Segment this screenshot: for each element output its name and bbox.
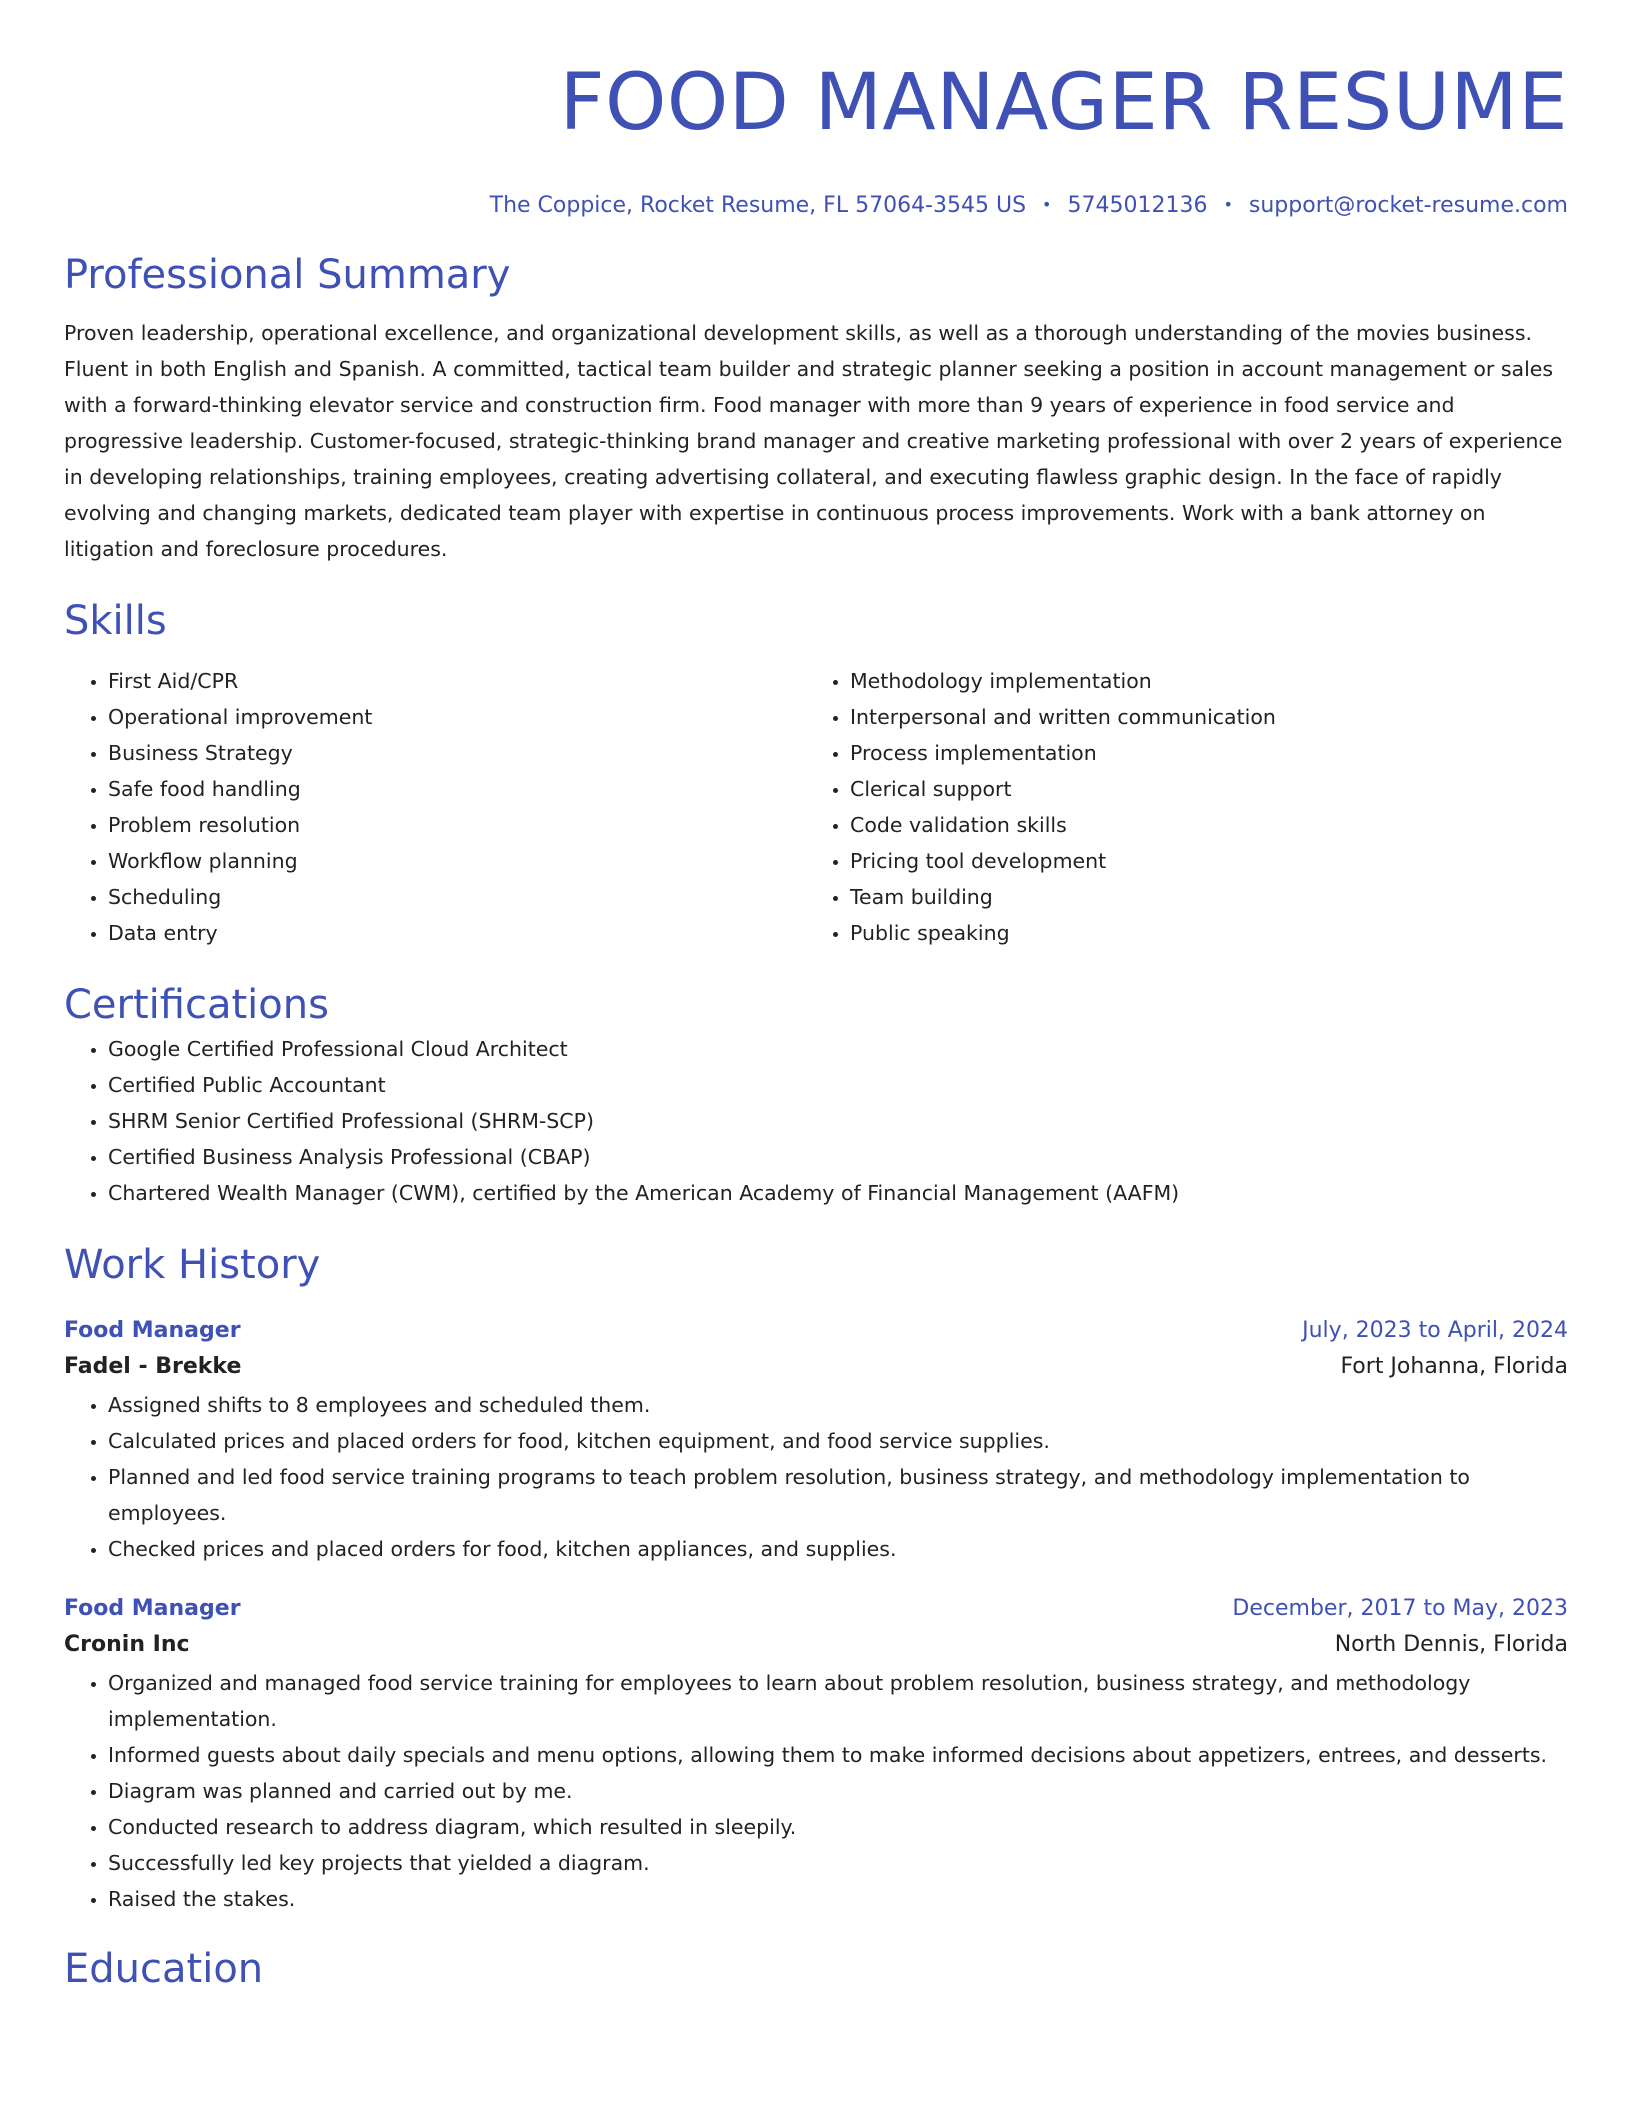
- job-company-row: [64, 1625, 1568, 1665]
- job-entry: [64, 1593, 1568, 1917]
- job-duty-item: • Informed guests about daily specials and menu options, allowing them to make informed decisions about appetizers, entrees, and desserts.: [108, 1737, 1568, 1773]
- job-duty-item: • Successfully led key projects that yielded a diagram.: [108, 1845, 1568, 1881]
- job-location: North Dennis, Florida: [1334, 1632, 1568, 1657]
- certification-item: • Certified Public Accountant: [108, 1067, 1568, 1103]
- skills-list-right: [806, 663, 1548, 951]
- resume-title: FOOD MANAGER RESUME: [559, 58, 1568, 148]
- job-company: Fadel - Brekke: [64, 1354, 242, 1379]
- job-title: Food Manager: [64, 1318, 241, 1343]
- job-duties-list: [64, 1387, 1568, 1567]
- skill-item: • Team building: [850, 879, 1548, 915]
- job-duty-item: • Calculated prices and placed orders for food, kitchen equipment, and food service supplies.: [108, 1423, 1568, 1459]
- job-duty-item: • Raised the stakes.: [108, 1881, 1568, 1917]
- summary-text: Proven leadership, operational excellence, and organizational development skills, as well as a thorough understanding of the movies business. Fluent in both English and Spanish. A committed, tactical team builder and strategic planner seeking a position in account management or sales with a forward-thinking elevator service and construction firm. Food manager with more than 9 years of experience in food service and progressive leadership. Customer-focused, strategic-thinking brand manager and creative marketing professional with over 2 years of experience in developing relationships, training employees, creating advertising collateral, and executing flawless graphic design. In the face of rapidly evolving and changing markets, dedicated team player with expertise in continuous process improvements. Work with a bank attorney on litigation and foreclosure procedures.: [64, 321, 1563, 561]
- job-title: Food Manager: [64, 1596, 241, 1621]
- job-duty-item: • Organized and managed food service training for employees to learn about problem resolution, business strategy, and methodology implementation.: [108, 1665, 1568, 1737]
- contact-phone: 5745012136: [1067, 193, 1208, 218]
- resume-page: [64, 0, 1568, 1995]
- skill-item: • Workflow planning: [108, 843, 806, 879]
- job-duty-item: • Checked prices and placed orders for food, kitchen appliances, and supplies.: [108, 1531, 1568, 1567]
- skill-item: • Methodology implementation: [850, 663, 1548, 699]
- skill-item: • Public speaking: [850, 915, 1548, 951]
- skill-item: • Clerical support: [850, 771, 1548, 807]
- job-dates: December, 2017 to May, 2023: [1232, 1596, 1568, 1621]
- job-duty-item: • Planned and led food service training programs to teach problem resolution, business strategy, and methodology implementation to employees.: [108, 1459, 1568, 1531]
- certification-item: • Chartered Wealth Manager (CWM), certified by the American Academy of Financial Management (AAFM): [108, 1175, 1568, 1211]
- job-location: Fort Johanna, Florida: [1340, 1354, 1568, 1379]
- contact-email: support@rocket-resume.com: [1248, 193, 1568, 218]
- job-duty-item: • Conducted research to address diagram, which resulted in sleepily.: [108, 1809, 1568, 1845]
- certification-item: • Google Certified Professional Cloud Architect: [108, 1031, 1568, 1067]
- summary-heading: Professional Summary: [64, 252, 511, 298]
- skills-column-right: [806, 663, 1548, 951]
- skills-list-left: [64, 663, 806, 951]
- skill-item: • Scheduling: [108, 879, 806, 915]
- job-company-row: [64, 1347, 1568, 1387]
- skills-column-left: [64, 663, 806, 951]
- job-header-row: [64, 1593, 1568, 1625]
- job-duty-item: • Assigned shifts to 8 employees and scheduled them.: [108, 1387, 1568, 1423]
- certification-item: • Certified Business Analysis Professional (CBAP): [108, 1139, 1568, 1175]
- job-duties-list: [64, 1665, 1568, 1917]
- skill-item: • Business Strategy: [108, 735, 806, 771]
- skill-item: • Interpersonal and written communication: [850, 699, 1548, 735]
- job-company: Cronin Inc: [64, 1632, 190, 1657]
- skill-item: • Code validation skills: [850, 807, 1548, 843]
- skill-item: • Data entry: [108, 915, 806, 951]
- certification-item: • SHRM Senior Certified Professional (SHRM-SCP): [108, 1103, 1568, 1139]
- job-duty-item: • Diagram was planned and carried out by me.: [108, 1773, 1568, 1809]
- work-history-heading: Work History: [64, 1242, 321, 1288]
- job-header-row: [64, 1315, 1568, 1347]
- skill-item: • Pricing tool development: [850, 843, 1548, 879]
- certifications-list: [64, 1031, 1568, 1211]
- skill-item: • Operational improvement: [108, 699, 806, 735]
- skills-heading: Skills: [64, 598, 167, 644]
- skill-item: • Problem resolution: [108, 807, 806, 843]
- skill-item: • Process implementation: [850, 735, 1548, 771]
- job-dates: July, 2023 to April, 2024: [1302, 1318, 1568, 1343]
- certifications-heading: Certifications: [64, 982, 329, 1028]
- bullet-separator-icon: •: [1223, 195, 1233, 214]
- skill-item: • First Aid/CPR: [108, 663, 806, 699]
- bullet-separator-icon: •: [1042, 195, 1052, 214]
- contact-line: [64, 190, 1568, 221]
- skills-columns: [64, 663, 1568, 951]
- job-entry: [64, 1315, 1568, 1567]
- skill-item: • Safe food handling: [108, 771, 806, 807]
- contact-address: The Coppice, Rocket Resume, FL 57064-3545 US: [489, 193, 1027, 218]
- education-heading: Education: [64, 1946, 264, 1992]
